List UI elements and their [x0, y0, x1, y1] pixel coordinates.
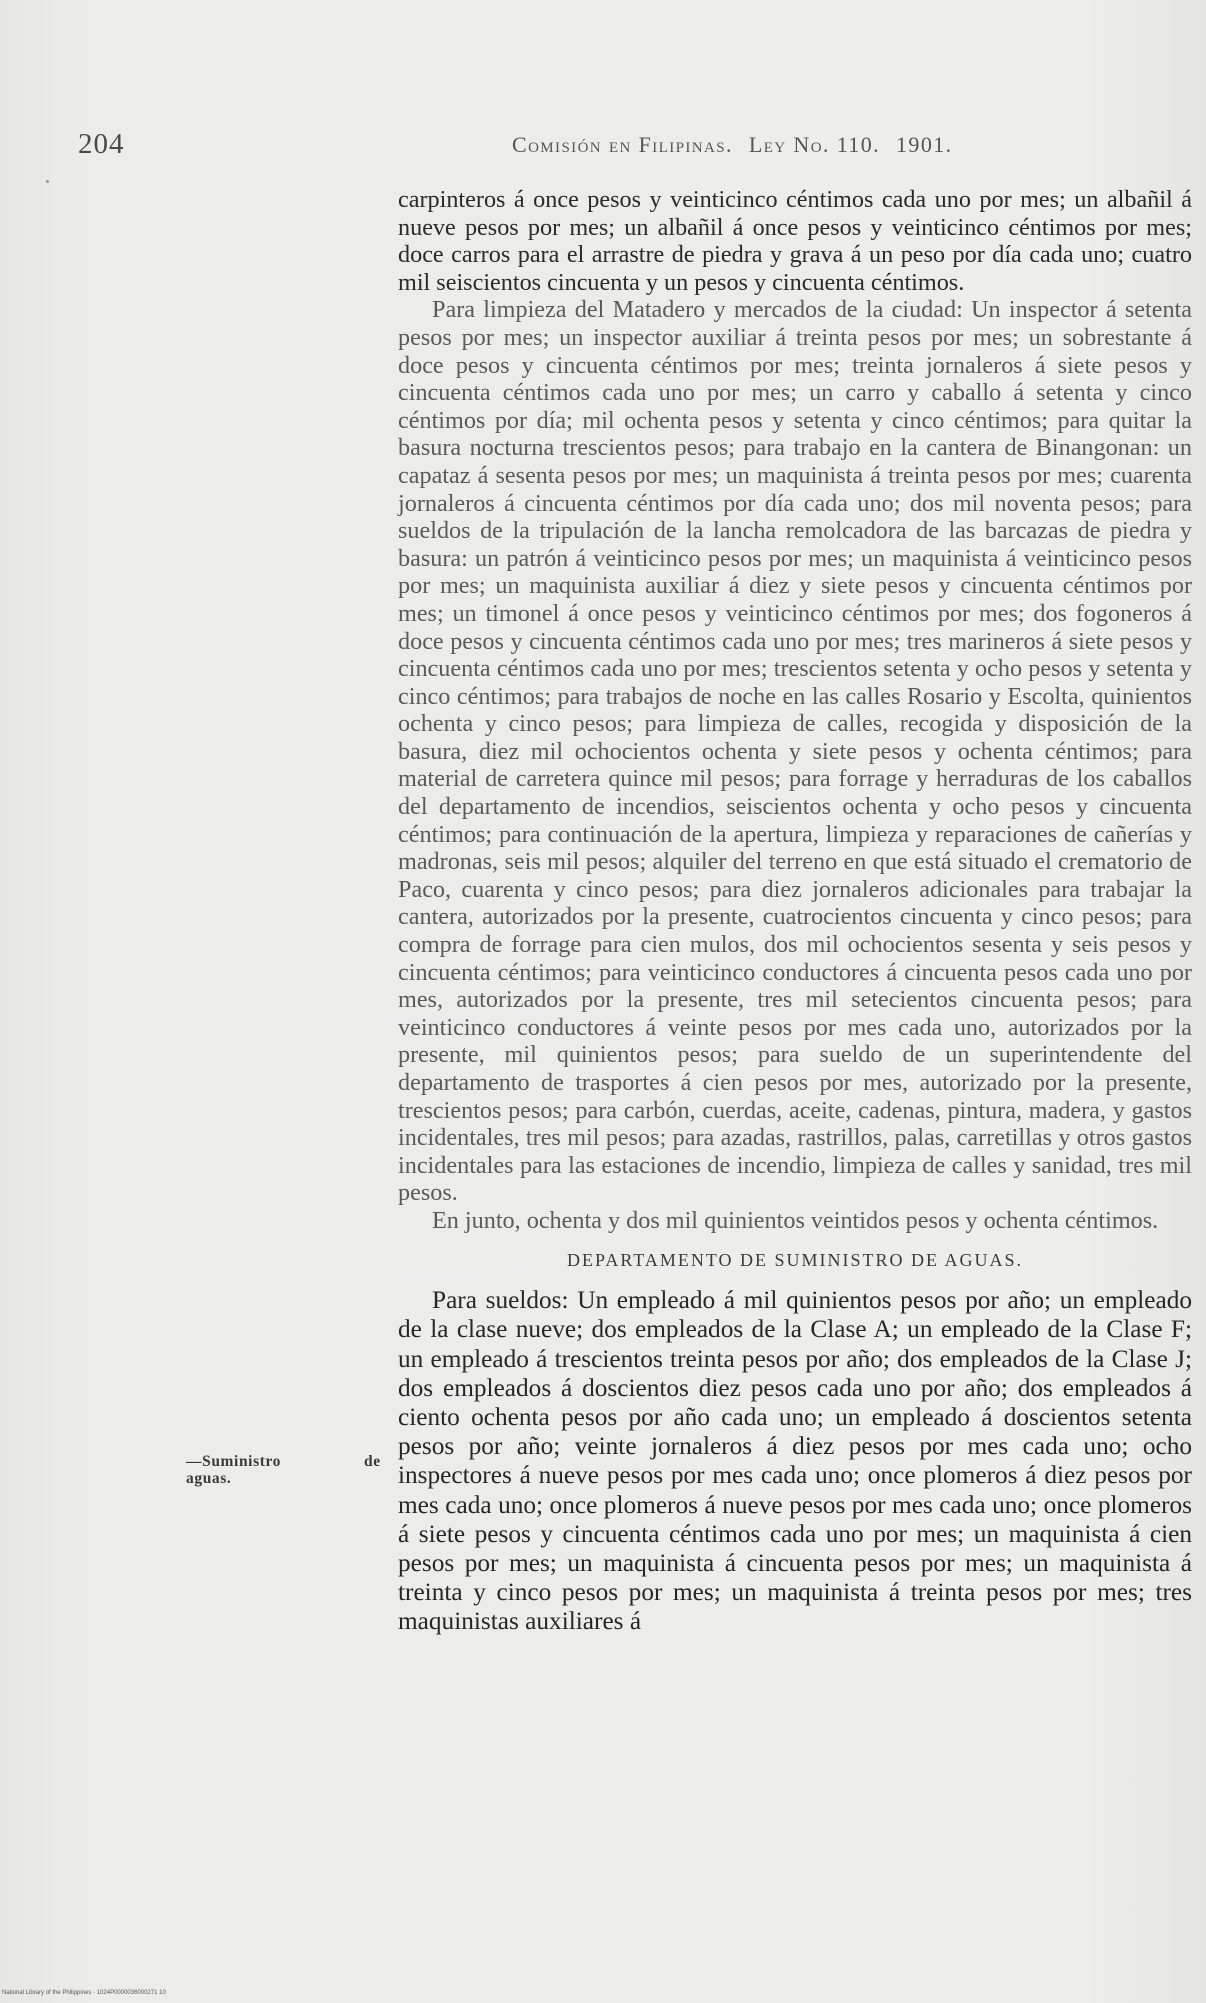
- margin-note-line-1: —Suministro: [186, 1453, 282, 1470]
- scan-speck: [46, 180, 49, 183]
- running-head-year: 1901.: [896, 132, 953, 157]
- section-heading: DEPARTAMENTO DE SUMINISTRO DE AGUAS.: [566, 1249, 1023, 1270]
- margin-note-line-2: aguas.: [186, 1470, 232, 1487]
- paragraph-total: En junto, ochenta y dos mil quinientos veintidos pesos y ochenta céntimos.: [432, 1206, 1159, 1234]
- running-head-title: Comisión en Filipinas.: [512, 132, 733, 157]
- scan-footer-stamp: National Library of the Philippines · 1024P0000036000271 10: [2, 1990, 166, 1996]
- running-head: [512, 132, 953, 158]
- margin-note-de: de: [364, 1453, 381, 1470]
- body-text: [398, 186, 1192, 1637]
- running-head-law: Ley No. 110.: [748, 132, 881, 157]
- paragraph-water-supply: Para sueldos: Un empleado á mil quinientos pesos por año; un empleado de la clase nueve; dos empleados de la Clase A; un empleado de la Clase F; un empleado á trescientos treinta pesos por año; dos empleados de la Clase J; dos empleados á doscientos diez pesos cada uno por año; dos empleados á ciento ochenta pesos por año cada uno; un empleado á doscientos setenta pesos por año; veinte jornaleros á diez pesos por mes cada uno; ocho inspectores á nueve pesos por mes cada uno; once plomeros á diez pesos por mes cada uno; once plomeros á nueve pesos por mes cada uno; once plomeros á siete pesos y cincuenta céntimos cada uno por mes; un maquinista á cien pesos por mes; un maquinista á cincuenta pesos por mes; un maquinista á treinta y cinco pesos por mes; un maquinista á treinta pesos por mes; tres maquinistas auxiliares á: [398, 1286, 1192, 1636]
- margin-note: [186, 1453, 396, 1487]
- page-number: 204: [78, 128, 125, 160]
- paragraph-continuation: carpinteros á once pesos y veinticinco céntimos cada uno por mes; un albañil á nueve pesos por mes; un albañil á once pesos y veinticinco céntimos por mes; doce carros para el arrastre de piedra y grava á un peso por día cada uno; cuatro mil seiscientos cincuenta y un pesos y cincuenta céntimos.: [398, 186, 1192, 296]
- paragraph-matadero: Para limpieza del Matadero y mercados de la ciudad: Un inspector á setenta pesos por mes; un inspector auxiliar á treinta pesos por mes; un sobrestante á doce pesos y cincuenta céntimos por mes; treinta jornaleros á siete pesos y cincuenta céntimos cada uno por mes; un carro y caballo á setenta y cinco céntimos por día; mil ochenta pesos y setenta y cinco céntimos; para quitar la basura nocturna trescientos pesos; para trabajo en la cantera de Binangonan: un capataz á sesenta pesos por mes; un maquinista á treinta pesos por mes; cuarenta jornaleros á cincuenta céntimos por día cada uno; dos mil noventa pesos; para sueldos de la tripulación de la lancha remolcadora de las barcazas de piedra y basura: un patrón á veinticinco pesos por mes; un maquinista á veinticinco pesos por mes; un maquinista auxiliar á diez y siete pesos y cincuenta céntimos por mes; un timonel á once pesos y veinticinco céntimos por mes; dos fogoneros á doce pesos y cincuenta céntimos cada uno por mes; tres marineros á siete pesos y cincuenta céntimos cada uno por mes; trescientos setenta y ocho pesos y setenta y cinco céntimos; para trabajos de noche en las calles Rosario y Escolta, quinientos ochenta y cinco pesos; para limpieza de calles, recogida y disposición de la basura, diez mil ochocientos ochenta y siete pesos y ochenta céntimos; para material de carretera quince mil pesos; para forrage y herraduras de los caballos del departamento de incendios, seiscientos ochenta y ocho pesos y cincuenta céntimos; para continuación de la apertura, limpieza y reparaciones de cañerías y madronas, seis mil pesos; alquiler del terreno en que está situado el crematorio de Paco, cuarenta y cinco pesos; para diez jornaleros adicionales para trabajar la cantera, autorizados por la presente, cuatrocientos cincuenta y cinco pesos; para compra de forrage para cien mulos, dos mil ochocientos sesenta y seis pesos y cincuenta céntimos; para veinticinco conductores á cincuenta pesos cada uno por mes, autorizados por la presente, tres mil setecientos cincuenta pesos; para veinticinco conductores á veinte pesos por mes cada uno, autorizados por la presente, mil quinientos pesos; para sueldo de un superintendente del departamento de trasportes á cien pesos por mes, autorizado por la presente, trescientos pesos; para carbón, cuerdas, aceite, cadenas, pintura, madera, y gastos incidentales, tres mil pesos; para azadas, rastrillos, palas, carretillas y otros gastos incidentales para las estaciones de incendio, limpieza de calles y sanidad, tres mil pesos.: [398, 296, 1192, 1207]
